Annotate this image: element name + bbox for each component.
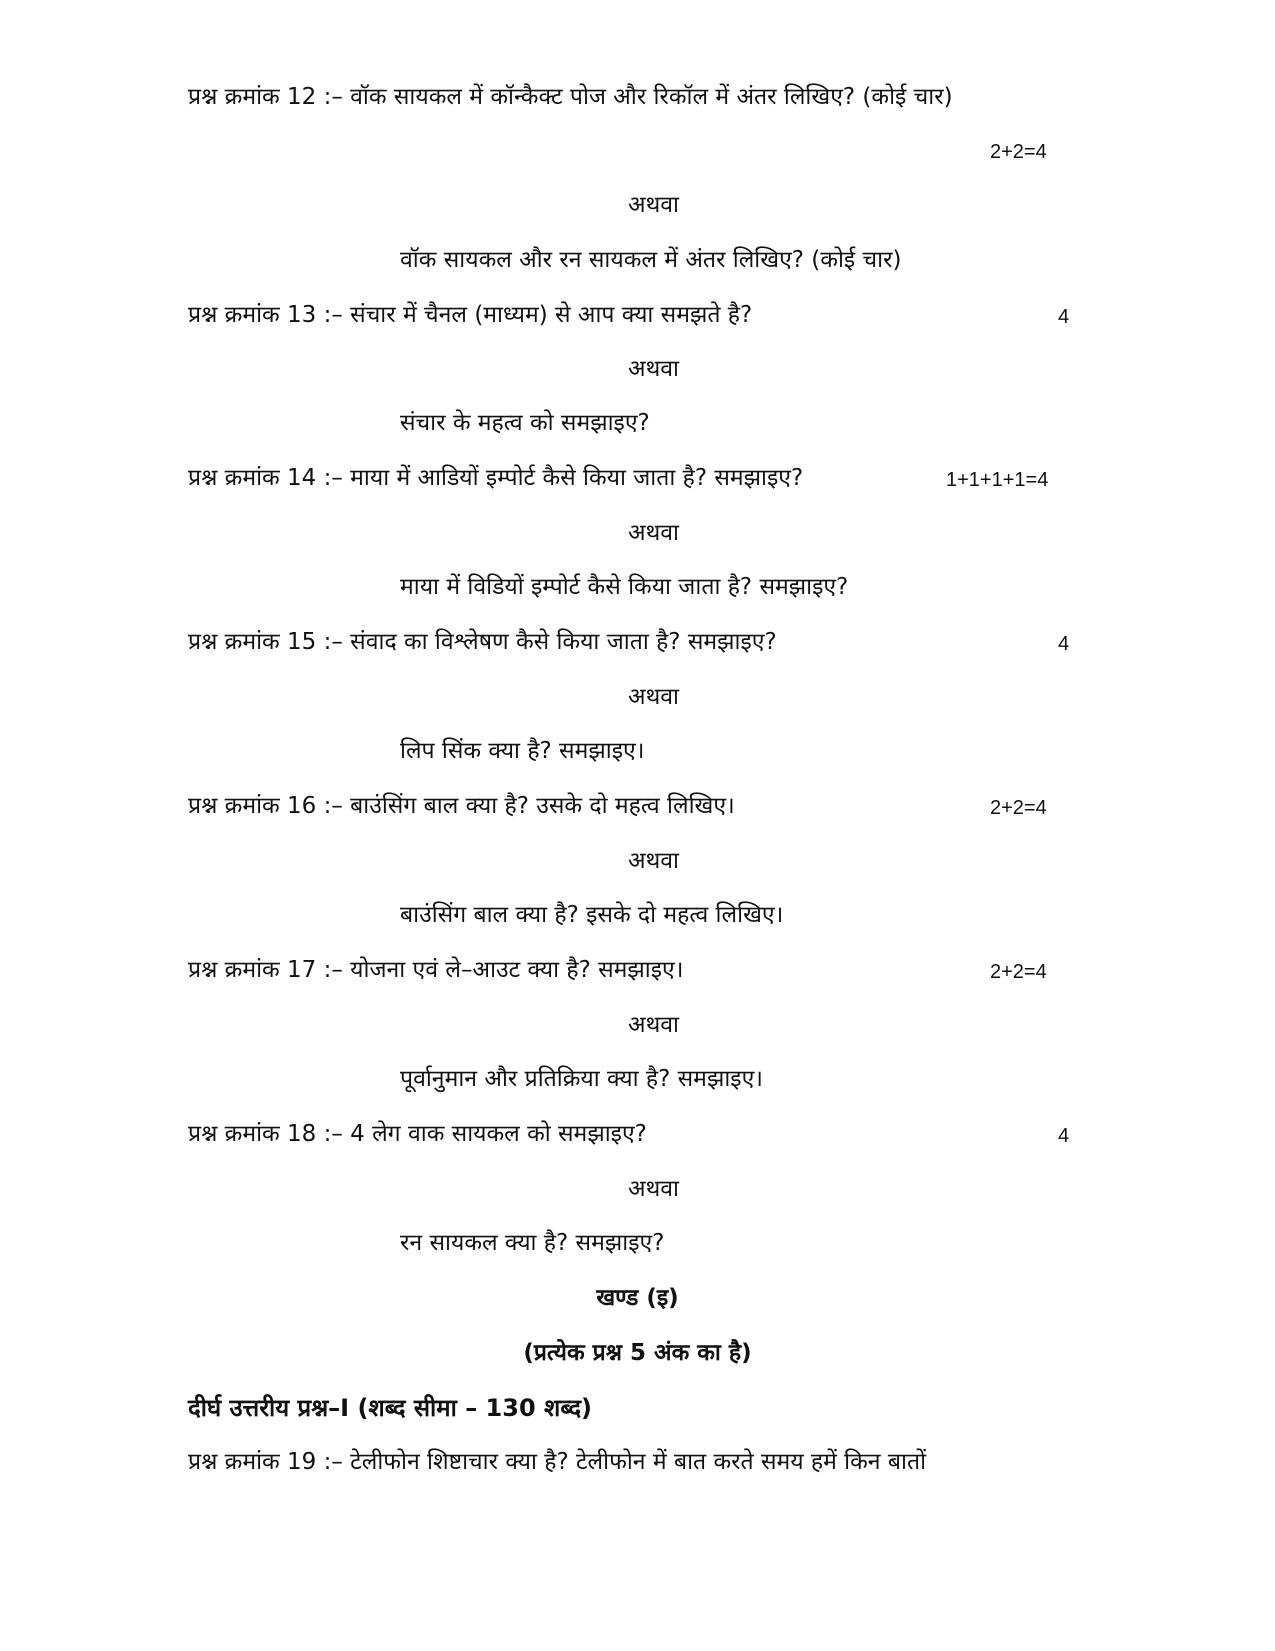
question-12-alternative: वॉक सायकल और रन सायकल में अंतर लिखिए? (कोई चार)	[400, 247, 902, 273]
question-14-marks: 1+1+1+1=4	[946, 469, 1049, 491]
question-12-or: अथवा	[628, 192, 680, 218]
question-16-marks: 2+2=4	[990, 797, 1047, 819]
question-12: प्रश्न क्रमांक 12 :– वॉक सायकल में कॉन्कैक्ट पोज और रिकॉल में अंतर लिखिए? (कोई चार)	[188, 84, 953, 110]
section-heading: दीर्घ उत्तरीय प्रश्न–I (शब्द सीमा – 130 शब्द)	[188, 1394, 593, 1422]
question-13: प्रश्न क्रमांक 13 :– संचार में चैनल (माध्यम) से आप क्या समझते है?	[188, 302, 753, 328]
section-subtitle: (प्रत्येक प्रश्न 5 अंक का है)	[523, 1340, 752, 1366]
question-14-alternative: माया में विडियों इम्पोर्ट कैसे किया जाता है? समझाइए?	[400, 574, 849, 600]
question-16: प्रश्न क्रमांक 16 :– बाउंसिंग बाल क्या है? उसके दो महत्व लिखिए।	[188, 793, 735, 819]
question-14: प्रश्न क्रमांक 14 :– माया में आडियों इम्पोर्ट कैसे किया जाता है? समझाइए?	[188, 465, 804, 491]
question-13-alternative: संचार के महत्व को समझाइए?	[400, 410, 650, 436]
section-title: खण्ड (इ)	[596, 1285, 679, 1311]
question-16-or: अथवा	[628, 848, 680, 874]
question-13-or: अथवा	[628, 356, 680, 382]
question-18-or: अथवा	[628, 1176, 680, 1202]
question-17-or: अथवा	[628, 1012, 680, 1038]
question-15-marks: 4	[1058, 633, 1070, 655]
question-19: प्रश्न क्रमांक 19 :– टेलीफोन शिष्टाचार क्या है? टेलीफोन में बात करते समय हमें किन बातों	[188, 1449, 927, 1475]
question-15: प्रश्न क्रमांक 15 :– संवाद का विश्लेषण कैसे किया जाता है? समझाइए?	[188, 629, 777, 655]
question-13-marks: 4	[1058, 306, 1070, 328]
question-14-or: अथवा	[628, 520, 680, 546]
question-18: प्रश्न क्रमांक 18 :– 4 लेग वाक सायकल को समझाइए?	[188, 1121, 647, 1147]
question-18-alternative: रन सायकल क्या है? समझाइए?	[400, 1230, 665, 1256]
question-16-alternative: बाउंसिंग बाल क्या है? इसके दो महत्व लिखिए।	[400, 902, 784, 928]
question-17-marks: 2+2=4	[990, 961, 1047, 983]
question-12-marks: 2+2=4	[990, 141, 1047, 163]
question-15-or: अथवा	[628, 684, 680, 710]
question-17-alternative: पूर्वानुमान और प्रतिक्रिया क्या है? समझाइए।	[400, 1066, 764, 1092]
question-18-marks: 4	[1058, 1125, 1070, 1147]
question-17: प्रश्न क्रमांक 17 :– योजना एवं ले–आउट क्या है? समझाइए।	[188, 957, 684, 983]
question-15-alternative: लिप सिंक क्या है? समझाइए।	[400, 738, 645, 764]
